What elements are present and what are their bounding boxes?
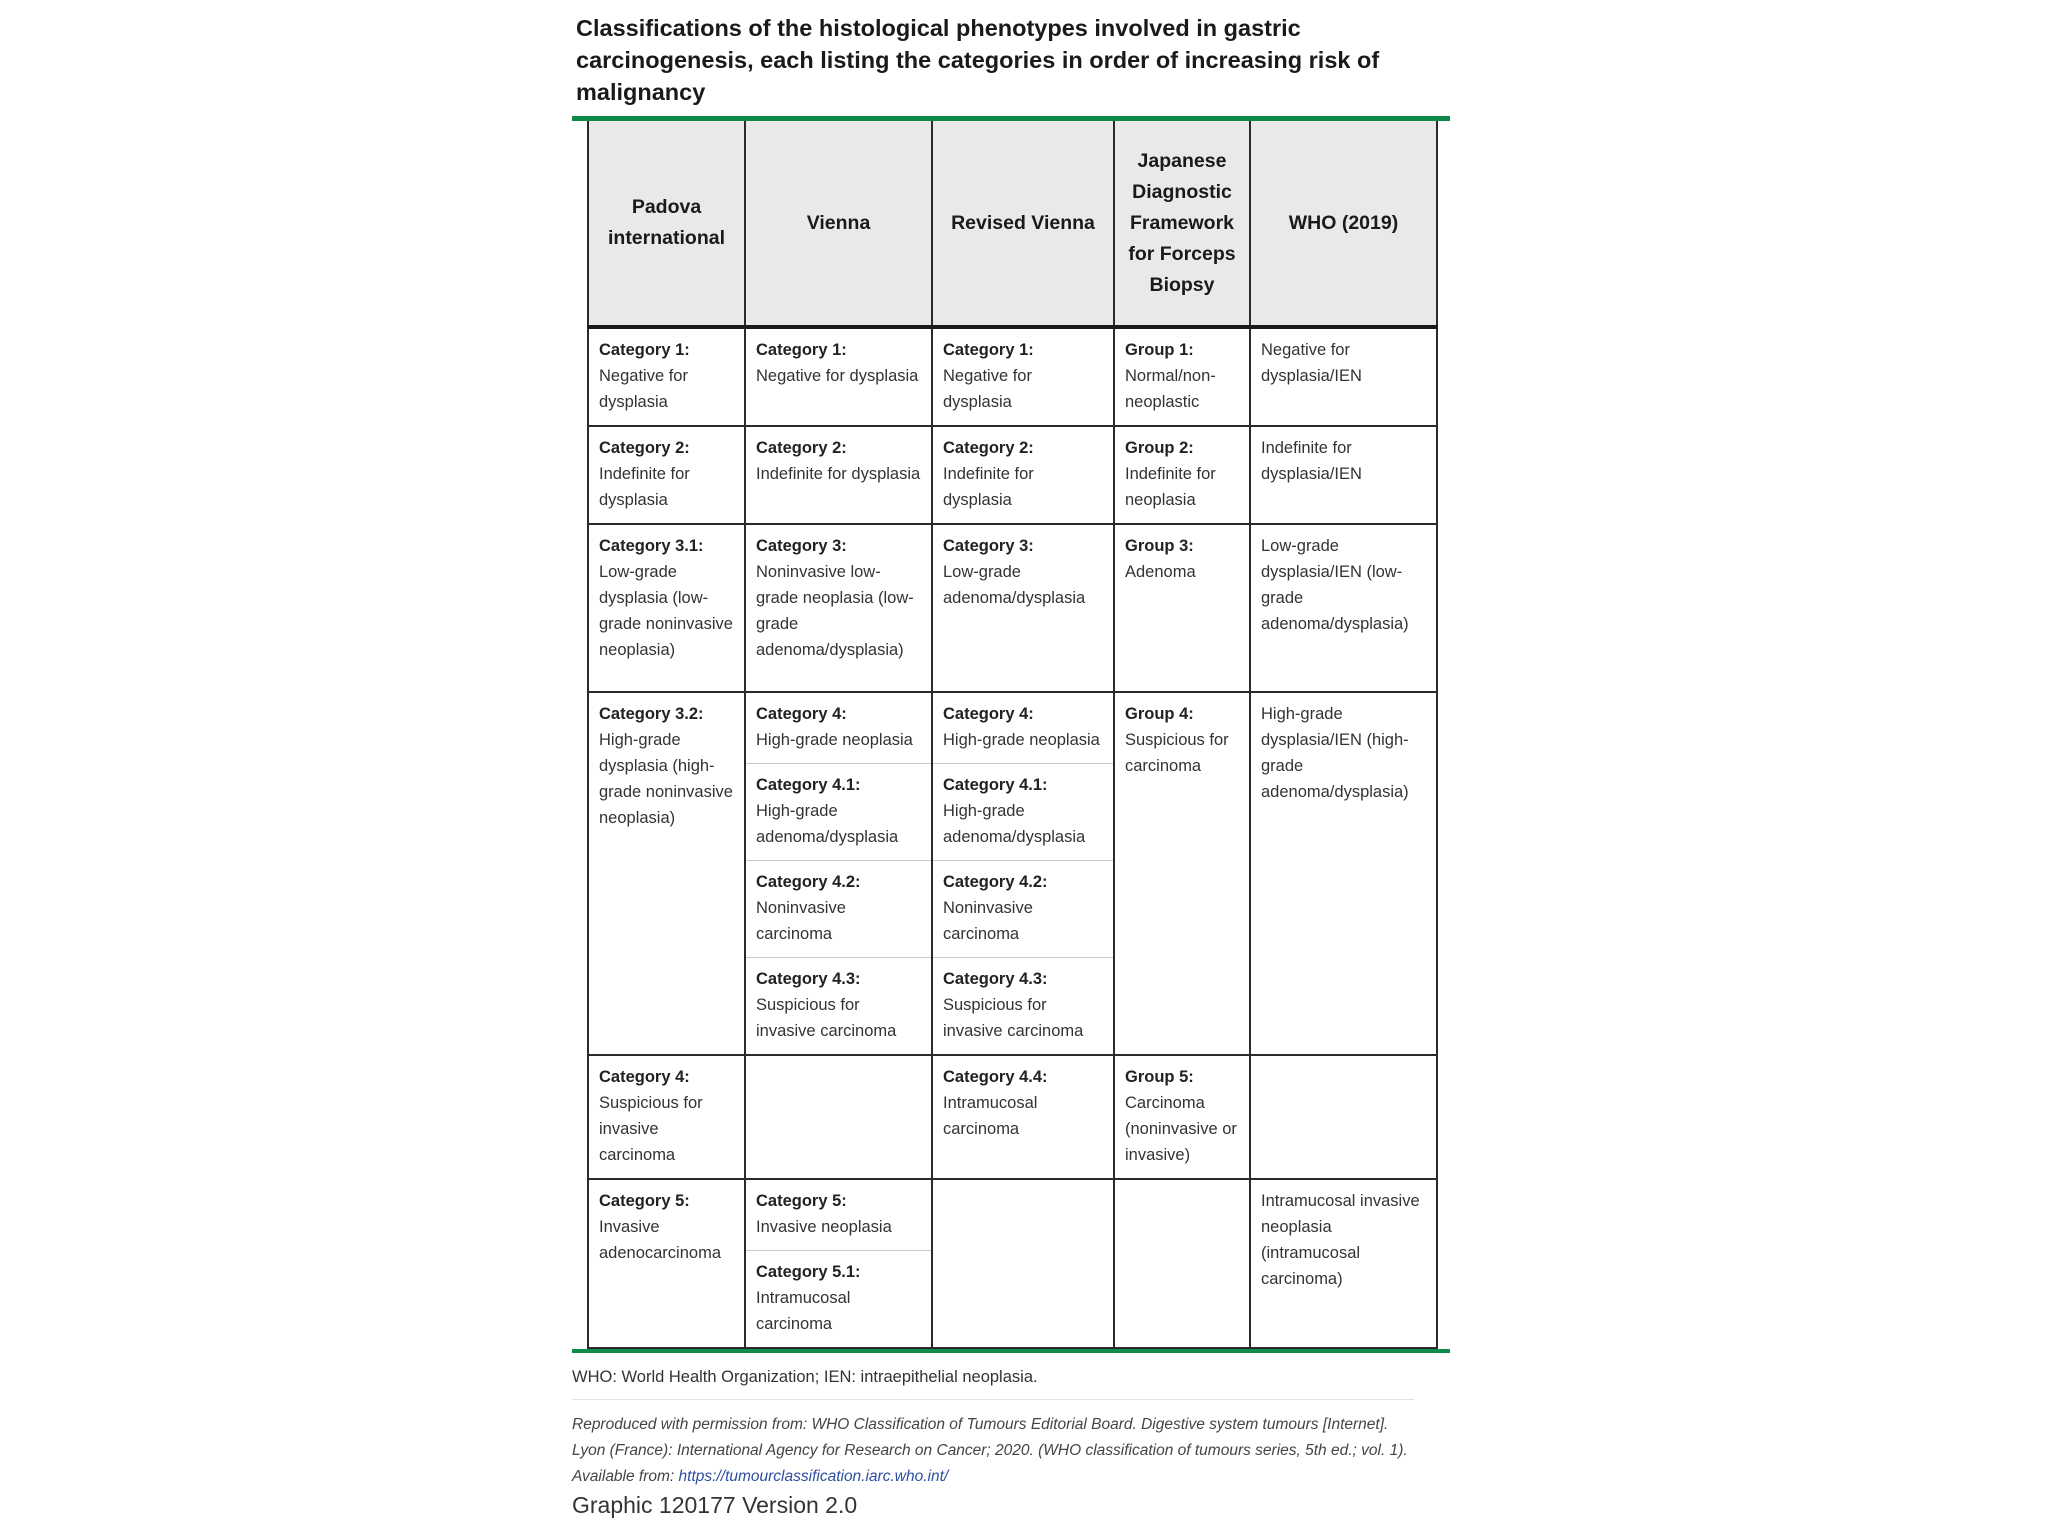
cell-text: Negative for dysplasia — [943, 367, 1032, 411]
col-header-japanese: Japanese Diagnostic Framework for Forceps Biopsy — [1114, 121, 1250, 327]
cell-label: Category 3: — [943, 537, 1034, 555]
cell-text: Negative for dysplasia — [599, 367, 688, 411]
citation — [572, 1412, 1422, 1490]
table-cell — [745, 692, 932, 1055]
table-cell — [588, 1179, 745, 1348]
cell-text: Noninvasive carcinoma — [943, 899, 1033, 943]
cell-label: Category 2: — [599, 439, 690, 457]
table-row — [588, 1055, 1437, 1179]
cell-label: Category 3: — [756, 537, 847, 555]
cell-text: Indefinite for neoplasia — [1125, 465, 1216, 509]
cell-label: Category 4.1: — [756, 776, 861, 794]
table-cell — [1114, 426, 1250, 524]
cell-label: Category 5: — [756, 1192, 847, 1210]
cell-text: Adenoma — [1125, 563, 1196, 581]
table-cell — [745, 426, 932, 524]
cell-label: Category 4.3: — [756, 970, 861, 988]
cell-text: Intramucosal carcinoma — [943, 1094, 1038, 1138]
cell-label: Group 4: — [1125, 705, 1194, 723]
table-cell — [588, 327, 745, 426]
table-cell-empty — [1250, 1055, 1437, 1179]
table-bottom-divider — [572, 1349, 1450, 1353]
cell-label: Category 4: — [943, 705, 1034, 723]
cell-text: Indefinite for dysplasia — [943, 465, 1034, 509]
cell-label: Category 4.2: — [756, 873, 861, 891]
col-header-who: WHO (2019) — [1250, 121, 1437, 327]
cell-label: Category 4.2: — [943, 873, 1048, 891]
cell-text: Indefinite for dysplasia — [756, 465, 921, 483]
cell-text: Suspicious for invasive carcinoma — [943, 996, 1084, 1040]
cell-text: Noninvasive carcinoma — [756, 899, 846, 943]
cell-text: High-grade neoplasia — [756, 731, 913, 749]
table-cell — [745, 1179, 932, 1348]
col-header-revised-vienna: Revised Vienna — [932, 121, 1114, 327]
sub-entry — [933, 958, 1113, 1054]
sub-entry — [746, 764, 931, 861]
table-row — [588, 692, 1437, 1055]
cell-label: Category 2: — [943, 439, 1034, 457]
cell-text: Negative for dysplasia — [756, 367, 919, 385]
cell-label: Category 2: — [756, 439, 847, 457]
cell-label: Category 5: — [599, 1192, 690, 1210]
graphic-version-label: Graphic 120177 Version 2.0 — [572, 1492, 858, 1518]
document-title: Classifications of the histological phenotypes involved in gastric carcinogenesis, each listing the categories in order of increasing risk of malignancy — [576, 15, 1380, 105]
cell-label: Category 4.1: — [943, 776, 1048, 794]
cell-label: Category 1: — [756, 341, 847, 359]
document — [572, 12, 1450, 1519]
table-row — [588, 524, 1437, 692]
table-cell — [1250, 692, 1437, 1055]
table-cell — [932, 327, 1114, 426]
table-cell — [932, 692, 1114, 1055]
table-cell — [745, 524, 932, 692]
cell-text: High-grade neoplasia — [943, 731, 1100, 749]
table-cell — [1250, 1179, 1437, 1348]
sub-entry — [933, 861, 1113, 958]
table-cell-empty — [1114, 1179, 1250, 1348]
table-cell — [588, 1055, 745, 1179]
cell-text: Invasive adenocarcinoma — [599, 1218, 721, 1262]
table-cell — [588, 426, 745, 524]
footnote-divider — [572, 1399, 1414, 1400]
table-cell — [1114, 327, 1250, 426]
cell-text: Low-grade dysplasia/IEN (low-grade adenoma/dysplasia) — [1261, 537, 1409, 633]
sub-entry — [933, 693, 1113, 764]
cell-text: High-grade adenoma/dysplasia — [943, 802, 1086, 846]
classification-table — [587, 121, 1438, 1349]
table-cell — [1250, 327, 1437, 426]
cell-text: Suspicious for carcinoma — [1125, 731, 1229, 775]
table-row — [588, 426, 1437, 524]
cell-label: Category 3.1: — [599, 537, 704, 555]
sub-entry — [746, 1251, 931, 1347]
cell-text: Suspicious for invasive carcinoma — [599, 1094, 703, 1164]
cell-text: Intramucosal invasive neoplasia (intramucosal carcinoma) — [1261, 1192, 1420, 1288]
cell-text: Negative for dysplasia/IEN — [1261, 341, 1362, 385]
table-cell — [588, 692, 745, 1055]
cell-text: Low-grade dysplasia (low-grade noninvasive neoplasia) — [599, 563, 733, 659]
cell-text: Indefinite for dysplasia — [599, 465, 690, 509]
table-cell — [1250, 426, 1437, 524]
table-cell — [588, 524, 745, 692]
cell-label: Category 1: — [599, 341, 690, 359]
table-cell — [932, 1055, 1114, 1179]
citation-link[interactable]: https://tumourclassification.iarc.who.int/ — [678, 1468, 949, 1485]
sub-entry — [933, 764, 1113, 861]
table-cell — [932, 426, 1114, 524]
cell-label: Category 4: — [756, 705, 847, 723]
table-footnote: WHO: World Health Organization; IEN: intraepithelial neoplasia. — [572, 1368, 1038, 1386]
cell-label: Category 5.1: — [756, 1263, 861, 1281]
cell-text: Noninvasive low-grade neoplasia (low-grade adenoma/dysplasia) — [756, 563, 914, 659]
cell-label: Category 4.3: — [943, 970, 1048, 988]
cell-text: Normal/non-neoplastic — [1125, 367, 1216, 411]
cell-label: Group 3: — [1125, 537, 1194, 555]
citation-text: Reproduced with permission from: WHO Classification of Tumours Editorial Board. Digestive system tumours [Internet]. Lyon (France): International Agency for Research on Cancer; 2020. (WHO classification of tumours series, 5th ed.; vol. 1). Available from: — [572, 1416, 1408, 1485]
table-cell — [745, 327, 932, 426]
cell-text: Intramucosal carcinoma — [756, 1289, 851, 1333]
cell-text: Carcinoma (noninvasive or invasive) — [1125, 1094, 1237, 1164]
sub-entry — [746, 1180, 931, 1251]
table-cell — [1114, 1055, 1250, 1179]
cell-text: High-grade adenoma/dysplasia — [756, 802, 899, 846]
col-header-vienna: Vienna — [745, 121, 932, 327]
cell-label: Category 4: — [599, 1068, 690, 1086]
sub-entry — [746, 958, 931, 1054]
table-cell — [1250, 524, 1437, 692]
header-row — [588, 121, 1437, 327]
table-cell — [1114, 524, 1250, 692]
cell-text: Indefinite for dysplasia/IEN — [1261, 439, 1362, 483]
table-cell-empty — [932, 1179, 1114, 1348]
cell-label: Category 4.4: — [943, 1068, 1048, 1086]
cell-text: High-grade dysplasia/IEN (high-grade adenoma/dysplasia) — [1261, 705, 1409, 801]
cell-text: Invasive neoplasia — [756, 1218, 892, 1236]
cell-label: Group 5: — [1125, 1068, 1194, 1086]
table-cell-empty — [745, 1055, 932, 1179]
col-header-padova: Padova international — [588, 121, 745, 327]
cell-label: Category 1: — [943, 341, 1034, 359]
cell-label: Category 3.2: — [599, 705, 704, 723]
sub-entry — [746, 693, 931, 764]
table-row — [588, 1179, 1437, 1348]
sub-entry — [746, 861, 931, 958]
table-cell — [932, 524, 1114, 692]
cell-text: High-grade dysplasia (high-grade noninvasive neoplasia) — [599, 731, 733, 827]
cell-label: Group 1: — [1125, 341, 1194, 359]
cell-label: Group 2: — [1125, 439, 1194, 457]
cell-text: Suspicious for invasive carcinoma — [756, 996, 897, 1040]
table-row — [588, 327, 1437, 426]
table-cell — [1114, 692, 1250, 1055]
cell-text: Low-grade adenoma/dysplasia — [943, 563, 1086, 607]
